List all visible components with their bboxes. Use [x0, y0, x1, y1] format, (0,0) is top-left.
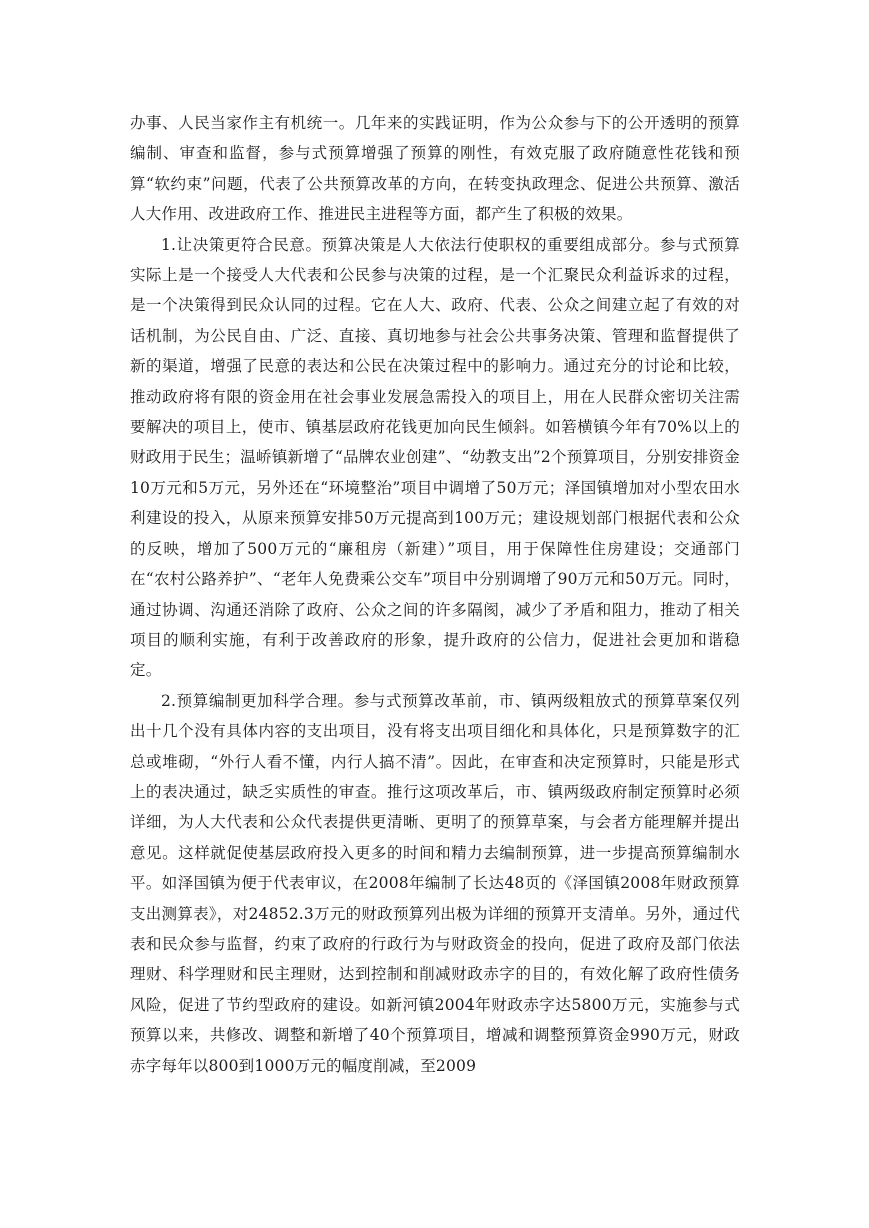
- paragraph-intro: 办事、人民当家作主有机统一。几年来的实践证明，作为公众参与下的公开透明的预算编制、审查和监督，参与式预算增强了预算的刚性，有效克服了政府随意性花钱和预算“软约束”问题，代表了公共预算改革的方向，在转变执政理念、促进公共预算、激活人大作用、改进政府工作、推进民主进程等方面，都产生了积极的效果。: [130, 114, 740, 224]
- paragraph-2-budget-compilation: 2.预算编制更加科学合理。参与式预算改革前，市、镇两级粗放式的预算草案仅列出十几个没有具体内容的支出项目，没有将支出项目细化和具体化，只是预算数字的汇总或堆砌，“外行人看不懂，内行人搞不清”。因此，在审查和决定预算时，只能是形式上的表决通过，缺乏实质性的审查。推行这项改革后，市、镇两级政府制定预算时必须详细，为人大代表和公众代表提供更清晰、更明了的预算草案，与会者方能理解并提出意见。这样就促使基层政府投入更多的时间和精力去编制预算，进一步提高预算编制水平。如泽国镇为便于代表审议，在2008年编制了长达48页的《泽国镇2008年财政预算支出测算表》，对24852.3万元的财政预算列出极为详细的预算开支清单。另外，通过代表和民众参与监督，约束了政府的行政行为与财政资金的投向，促进了政府及部门依法理财、科学理财和民主理财，达到控制和削减财政赤字的目的，有效化解了政府性债务风险，促进了节约型政府的建设。如新河镇2004年财政赤字达5800万元，实施参与式预算以来，共修改、调整和新增了40个预算项目，增减和调整预算资金990万元，财政赤字每年以800到1000万元的幅度削减，至2009: [130, 691, 740, 1075]
- paragraph-1-decision-making: 1.让决策更符合民意。预算决策是人大依法行使职权的重要组成部分。参与式预算实际上是一个接受人大代表和公民参与决策的过程，是一个汇聚民众利益诉求的过程，是一个决策得到民众认同的过程。它在人大、政府、代表、公众之间建立起了有效的对话机制，为公民自由、广泛、直接、真切地参与社会公共事务决策、管理和监督提供了新的渠道，增强了民意的表达和公民在决策过程中的影响力。通过充分的讨论和比较，推动政府将有限的资金用在社会事业发展急需投入的项目上，用在人民群众密切关注需要解决的项目上，使市、镇基层政府花钱更加向民生倾斜。如箬横镇今年有70%以上的财政用于民生；温峤镇新增了“品牌农业创建”、“幼教支出”2个预算项目，分别安排资金10万元和5万元，另外还在“环境整治”项目中调增了50万元；泽国镇增加对小型农田水利建设的投入，从原来预算安排50万元提高到100万元；建设规划部门根据代表和公众的反映，增加了500万元的“廉租房（新建）”项目，用于保障性住房建设；交通部门在“农村公路养护”、“老年人免费乘公交车”项目中分别调增了90万元和50万元。同时，通过协调、沟通还消除了政府、公众之间的许多隔阂，减少了矛盾和阻力，推动了相关项目的顺利实施，有利于改善政府的形象，提升政府的公信力，促进社会更加和谐稳定。: [130, 235, 740, 680]
- document-body: [130, 108, 740, 1081]
